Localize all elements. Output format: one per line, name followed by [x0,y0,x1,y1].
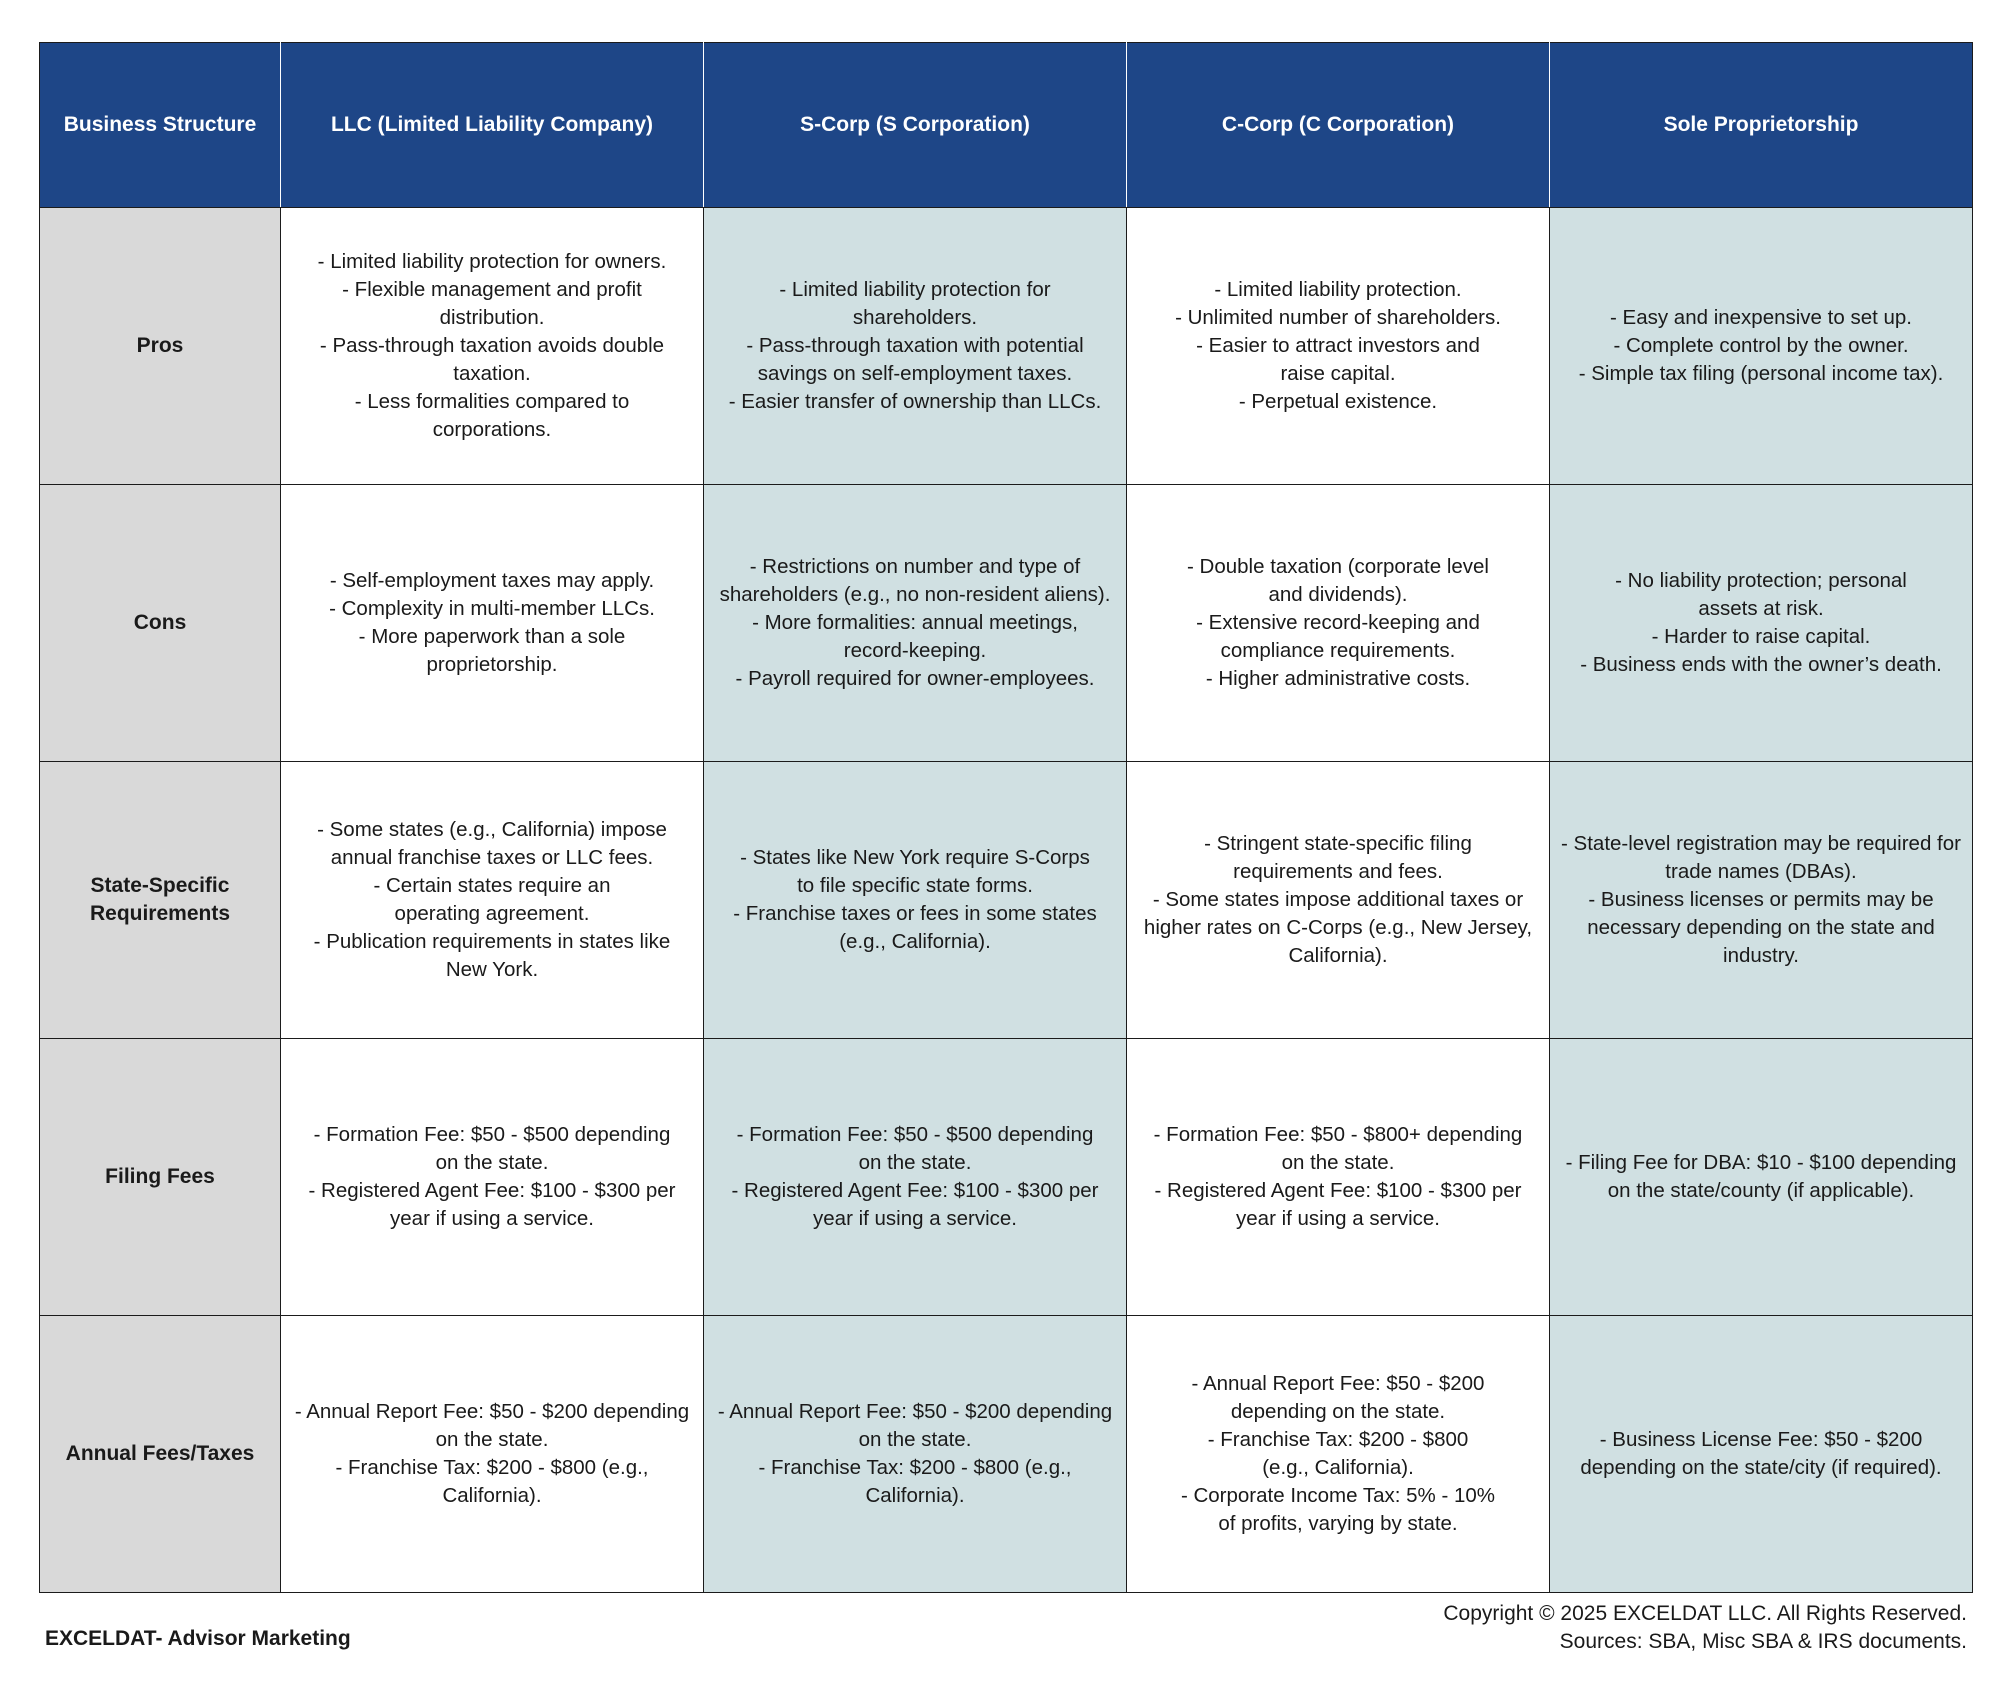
cell-llc-pros: - Limited liability protection for owners. - Flexible management and profit distribution. - Pass-through taxation avoids double taxation. - Less formalities compared to corporations. [281,208,704,485]
row-label-annual-fees: Annual Fees/Taxes [40,1316,281,1593]
header-cell-c-corp: C-Corp (C Corporation) [1127,43,1550,208]
cell-sole-prop-pros: - Easy and inexpensive to set up. - Complete control by the owner. - Simple tax filing (personal income tax). [1550,208,1973,485]
cell-s-corp-state-specific: - States like New York require S-Corps to file specific state forms. - Franchise taxes or fees in some states (e.g., California). [704,762,1127,1039]
row-label-cons: Cons [40,485,281,762]
header-cell-business-structure: Business Structure [40,43,281,208]
cell-s-corp-annual-fees: - Annual Report Fee: $50 - $200 depending on the state. - Franchise Tax: $200 - $800 (e.g., California). [704,1316,1127,1593]
table-row-state-specific [40,762,1973,1039]
cell-s-corp-cons: - Restrictions on number and type of shareholders (e.g., no non-resident aliens). - More formalities: annual meetings, record-keeping. - Payroll required for owner-employees. [704,485,1127,762]
table-row-pros [40,208,1973,485]
row-label-state-specific: State-Specific Requirements [40,762,281,1039]
header-cell-llc: LLC (Limited Liability Company) [281,43,704,208]
cell-llc-state-specific: - Some states (e.g., California) impose annual franchise taxes or LLC fees. - Certain states require an operating agreement. - Publication requirements in states like New York. [281,762,704,1039]
sources-note: Sources: SBA, Misc SBA & IRS documents. [1559,1630,1967,1653]
row-label-pros: Pros [40,208,281,485]
cell-llc-filing-fees: - Formation Fee: $50 - $500 depending on the state. - Registered Agent Fee: $100 - $300 per year if using a service. [281,1039,704,1316]
comparison-sheet [39,42,1972,1593]
cell-s-corp-filing-fees: - Formation Fee: $50 - $500 depending on the state. - Registered Agent Fee: $100 - $300 per year if using a service. [704,1039,1127,1316]
cell-c-corp-annual-fees: - Annual Report Fee: $50 - $200 depending on the state. - Franchise Tax: $200 - $800 (e.g., California). - Corporate Income Tax: 5% - 10% of profits, varying by state. [1127,1316,1550,1593]
table-row-filing-fees [40,1039,1973,1316]
header-cell-sole-proprietorship: Sole Proprietorship [1550,43,1973,208]
table-row-cons [40,485,1973,762]
cell-sole-prop-filing-fees: - Filing Fee for DBA: $10 - $100 depending on the state/county (if applicable). [1550,1039,1973,1316]
header-row [40,43,1973,208]
cell-c-corp-pros: - Limited liability protection. - Unlimited number of shareholders. - Easier to attract investors and raise capital. - Perpetual existence. [1127,208,1550,485]
cell-llc-cons: - Self-employment taxes may apply. - Complexity in multi-member LLCs. - More paperwork than a sole proprietorship. [281,485,704,762]
cell-c-corp-filing-fees: - Formation Fee: $50 - $800+ depending on the state. - Registered Agent Fee: $100 - $300 per year if using a service. [1127,1039,1550,1316]
cell-sole-prop-state-specific: - State-level registration may be required for trade names (DBAs). - Business licenses or permits may be necessary depending on the state and industry. [1550,762,1973,1039]
row-label-filing-fees: Filing Fees [40,1039,281,1316]
cell-c-corp-state-specific: - Stringent state-specific filing requirements and fees. - Some states impose additional taxes or higher rates on C-Corps (e.g., New Jersey, California). [1127,762,1550,1039]
cell-llc-annual-fees: - Annual Report Fee: $50 - $200 depending on the state. - Franchise Tax: $200 - $800 (e.g., California). [281,1316,704,1593]
header-cell-s-corp: S-Corp (S Corporation) [704,43,1127,208]
cell-sole-prop-annual-fees: - Business License Fee: $50 - $200 depending on the state/city (if required). [1550,1316,1973,1593]
cell-c-corp-cons: - Double taxation (corporate level and dividends). - Extensive record-keeping and compliance requirements. - Higher administrative costs. [1127,485,1550,762]
cell-sole-prop-cons: - No liability protection; personal assets at risk. - Harder to raise capital. - Business ends with the owner’s death. [1550,485,1973,762]
table-row-annual-fees [40,1316,1973,1593]
footer-brand: EXCELDAT- Advisor Marketing [45,1627,351,1650]
copyright-notice: Copyright © 2025 EXCELDAT LLC. All Rights Reserved. [1443,1602,1967,1625]
footer-credits [1443,1600,1967,1656]
business-structure-comparison-table [39,42,1973,1593]
cell-s-corp-pros: - Limited liability protection for shareholders. - Pass-through taxation with potential savings on self-employment taxes. - Easier transfer of ownership than LLCs. [704,208,1127,485]
